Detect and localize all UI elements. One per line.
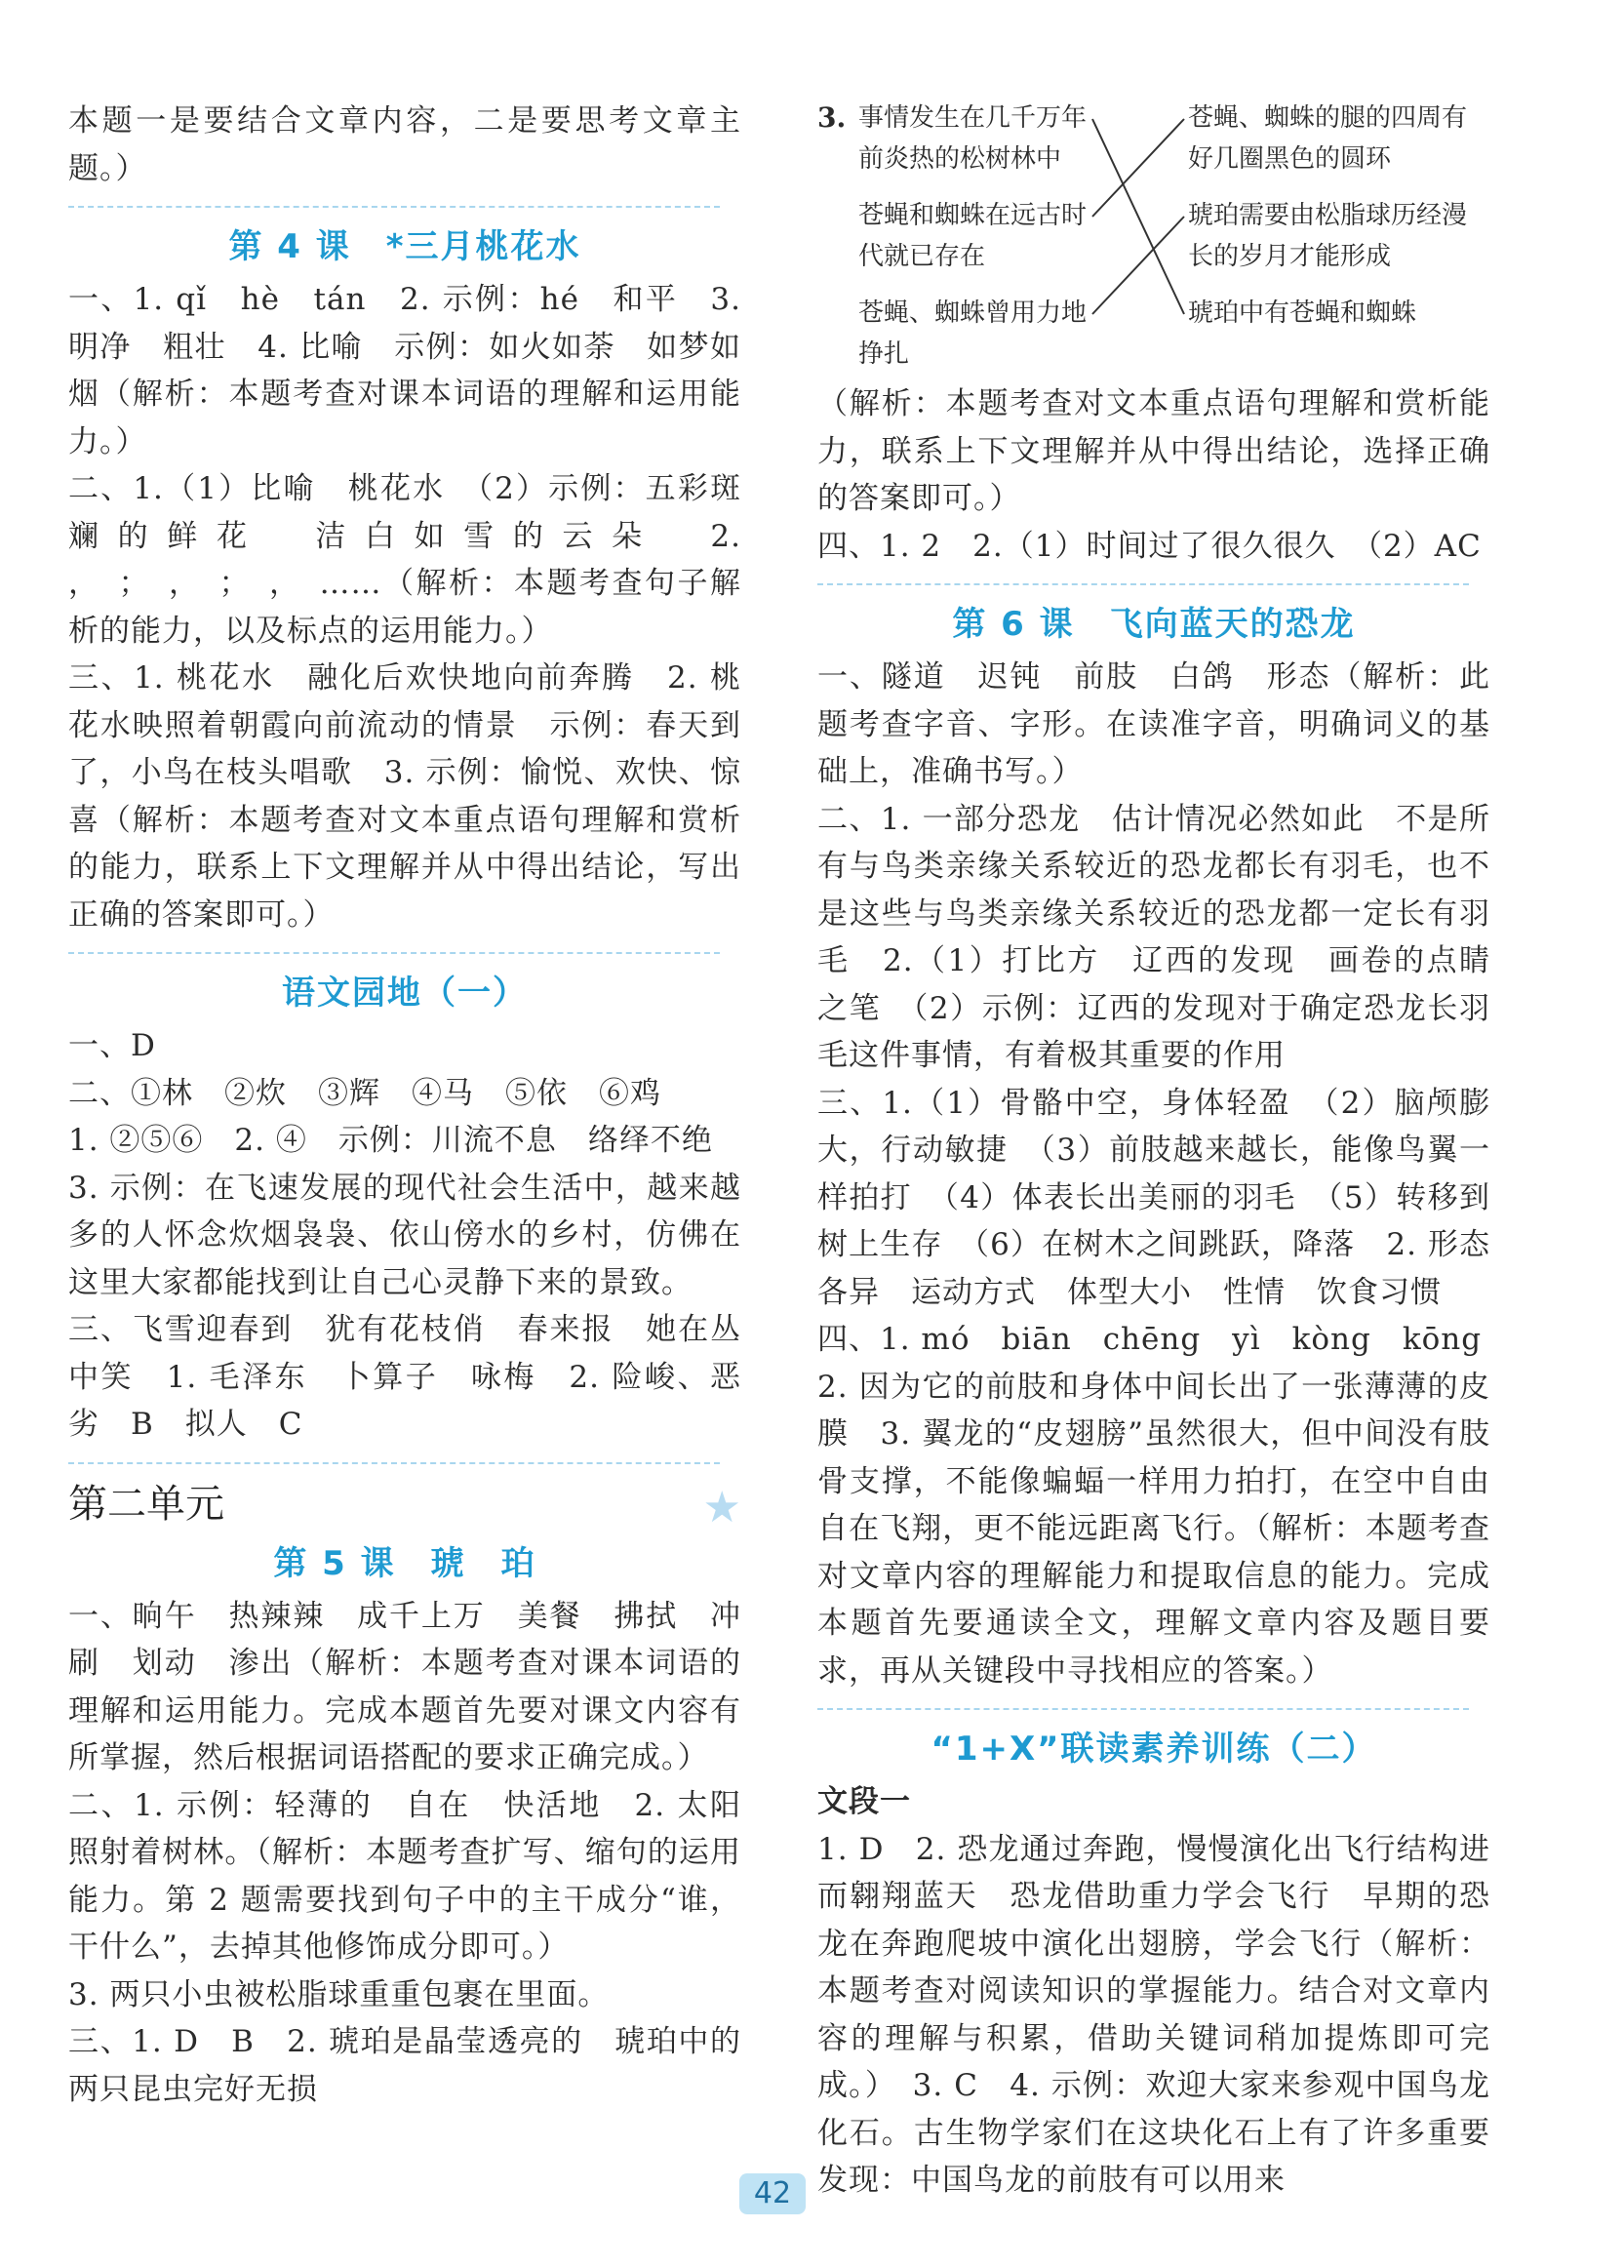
unit-title-text: 第二单元 <box>68 1481 224 1527</box>
garden-line1: 一、D <box>68 1028 156 1063</box>
match-line-2 <box>1092 119 1184 217</box>
lesson5-section1: 一、晌午 热辣辣 成千上万 美餐 拂拭 冲刷 划动 渗出（解析：本题考查对课本词语的理解和运用能力。完成本题首先要对课文内容有所掌握，然后根据词语搭配的要求正确完成。） <box>68 1598 741 1775</box>
lesson4-section2: 二、1.（1）比喻 桃花水 （2）示例：五彩斑斓的鲜花 洁白如雪的云朵 2. ， ； ， ； ， ……（解析：本题考查句子解析的能力，以及标点的运用能力。） <box>68 471 741 649</box>
garden-title: 语文园地（一） <box>282 974 528 1013</box>
training-section1: 1. D 2. 恐龙通过奔跑，慢慢演化出飞行结构进而翱翔蓝天 恐龙借助重力学会飞行 早期的恐龙在奔跑爬坡中演化出翅膀，学会飞行（解析：本题考查对阅读知识的掌握能力。结合对文章内容的理解与积累，借助关键词稍加提炼即可完成。） 3. C 4. 示例：欢迎大家来参观中国鸟龙化石。古生物学家们在这块化石上有了许多重要发现：中国鸟龙的前肢有可以用来 <box>817 1831 1490 2198</box>
divider <box>68 206 720 208</box>
lesson6-section4: 四、1. mó biān chēng yì kòng kōng <box>817 1322 1483 1357</box>
section4-answers: 四、1. 2 2.（1）时间过了很久很久 （2）AC <box>817 528 1482 564</box>
lesson6-section5: 2. 因为它的前肢和身体中间长出了一张薄薄的皮膜 3. 翼龙的“皮翅膀”虽然很大，但中间没有肢骨支撑，不能像蝙蝠一样用力拍打，在空中自由自在飞翔，更不能远距离飞行。（解析：本题考查对文章内容的理解能力和提取信息的能力。完成本题首先要通读全文，理解文章内容及题目要求，再从关键段中寻找相应的答案。） <box>817 1369 1490 1689</box>
matching-exercise <box>817 98 1490 380</box>
lesson4-section1: 一、1. qǐ hè tán 2. 示例：hé 和平 3. 明净 粗壮 4. 比喻 示例：如火如荼 如梦如烟（解析：本题考查对课本词语的理解和运用能力。） <box>68 282 741 459</box>
lesson6-section3: 三、1.（1）骨骼中空，身体轻盈 （2）脑颅膨大，行动敏捷 （3）前肢越来越长，能像鸟翼一样拍打 （4）体表长出美丽的羽毛 （5）转移到树上生存 （6）在树木之间跳跃，降落 2. 形态各异 运动方式 体型大小 性情 饮食习惯 <box>817 1085 1490 1310</box>
divider <box>68 1462 720 1464</box>
match-line-1 <box>1092 119 1184 314</box>
lesson6-section1: 一、隧道 迟钝 前肢 白鸽 形态（解析：此题考查字音、字形。在读准字音，明确词义的基础上，准确书写。） <box>817 659 1490 789</box>
lesson5-section3: 3. 两只小虫被松脂球重重包裹在里面。 <box>68 1976 610 2012</box>
lesson6-section2: 二、1. 一部分恐龙 估计情况必然如此 不是所有与鸟类亲缘关系较近的恐龙都长有羽毛，也不是这些与鸟类亲缘关系较近的恐龙都一定长有羽毛 2.（1）打比方 辽西的发现 画卷的点睛之笔 （2）示例：辽西的发现对于确定恐龙长羽毛这件事情，有着极其重要的作用 <box>817 801 1490 1073</box>
match-left-3: 苍蝇、蜘蛛曾用力地挣扎 <box>858 298 1088 369</box>
page-number: 42 <box>739 2173 806 2214</box>
training-title: “1+X”联读素养训练（二） <box>931 1730 1377 1769</box>
lesson5-section4: 三、1. D B 2. 琥珀是晶莹透亮的 琥珀中的两只昆虫完好无损 <box>68 2024 741 2107</box>
divider <box>817 583 1469 585</box>
match-right-2: 琥珀需要由松脂球历经漫长的岁月才能形成 <box>1188 201 1468 271</box>
lesson5-title: 第 5 课 琥 珀 <box>273 1543 536 1583</box>
matching-lines <box>817 98 1490 380</box>
match-right-1: 苍蝇、蜘蛛的腿的四周有好几圈黑色的圆环 <box>1188 103 1468 174</box>
garden-line5: 三、飞雪迎春到 犹有花枝俏 春来报 她在丛中笑 1. 毛泽东 卜算子 咏梅 2. 险峻、恶劣 B 拟人 C <box>68 1312 741 1442</box>
divider <box>68 952 720 954</box>
unit-title <box>68 1474 741 1534</box>
left-column <box>68 98 741 2113</box>
intro-text: 本题一是要结合文章内容，二是要思考文章主题。） <box>68 103 741 186</box>
training-subtitle: 文段一 <box>817 1784 911 1819</box>
right-column <box>817 98 1490 2205</box>
lesson4-section3: 三、1. 桃花水 融化后欢快地向前奔腾 2. 桃花水映照着朝霞向前流动的情景 示例：春天到了，小鸟在枝头唱歌 3. 示例：愉悦、欢快、惊喜（解析：本题考查对文本重点语句理解和赏析的能力，联系上下文理解并从中得出结论，写出正确的答案即可。） <box>68 660 741 933</box>
match-left-1: 事情发生在几千万年前炎热的松树林中 <box>858 103 1088 174</box>
garden-line2: 二、①林 ②炊 ③辉 ④马 ⑤依 ⑥鸡 <box>68 1075 661 1111</box>
match-number: 3. <box>817 101 847 134</box>
star-icon: ★ <box>702 1482 741 1532</box>
divider <box>817 1708 1469 1710</box>
lesson6-title: 第 6 课 飞向蓝天的恐龙 <box>952 605 1356 644</box>
garden-line4: 3. 示例：在飞速发展的现代社会生活中，越来越多的人怀念炊烟袅袅、依山傍水的乡村，仿佛在这里大家都能找到让自己心灵静下来的景致。 <box>68 1170 741 1300</box>
garden-line3: 1. ②⑤⑥ 2. ④ 示例：川流不息 络绎不绝 <box>68 1123 713 1158</box>
match-left-2: 苍蝇和蜘蛛在远古时代就已存在 <box>858 201 1088 271</box>
lesson5-section2: 二、1. 示例：轻薄的 自在 快活地 2. 太阳照射着树林。（解析：本题考查扩写、缩句的运用能力。第 2 题需要找到句子中的主干成分“谁，干什么”，去掉其他修饰成分即可。） <box>68 1787 741 1965</box>
match-line-3 <box>1092 217 1184 314</box>
lesson4-title: 第 4 课 *三月桃花水 <box>228 227 581 266</box>
match-analysis: （解析：本题考查对文本重点语句理解和赏析能力，联系上下文理解并从中得出结论，选择正确的答案即可。） <box>817 386 1490 516</box>
match-right-3: 琥珀中有苍蝇和蜘蛛 <box>1188 298 1417 328</box>
